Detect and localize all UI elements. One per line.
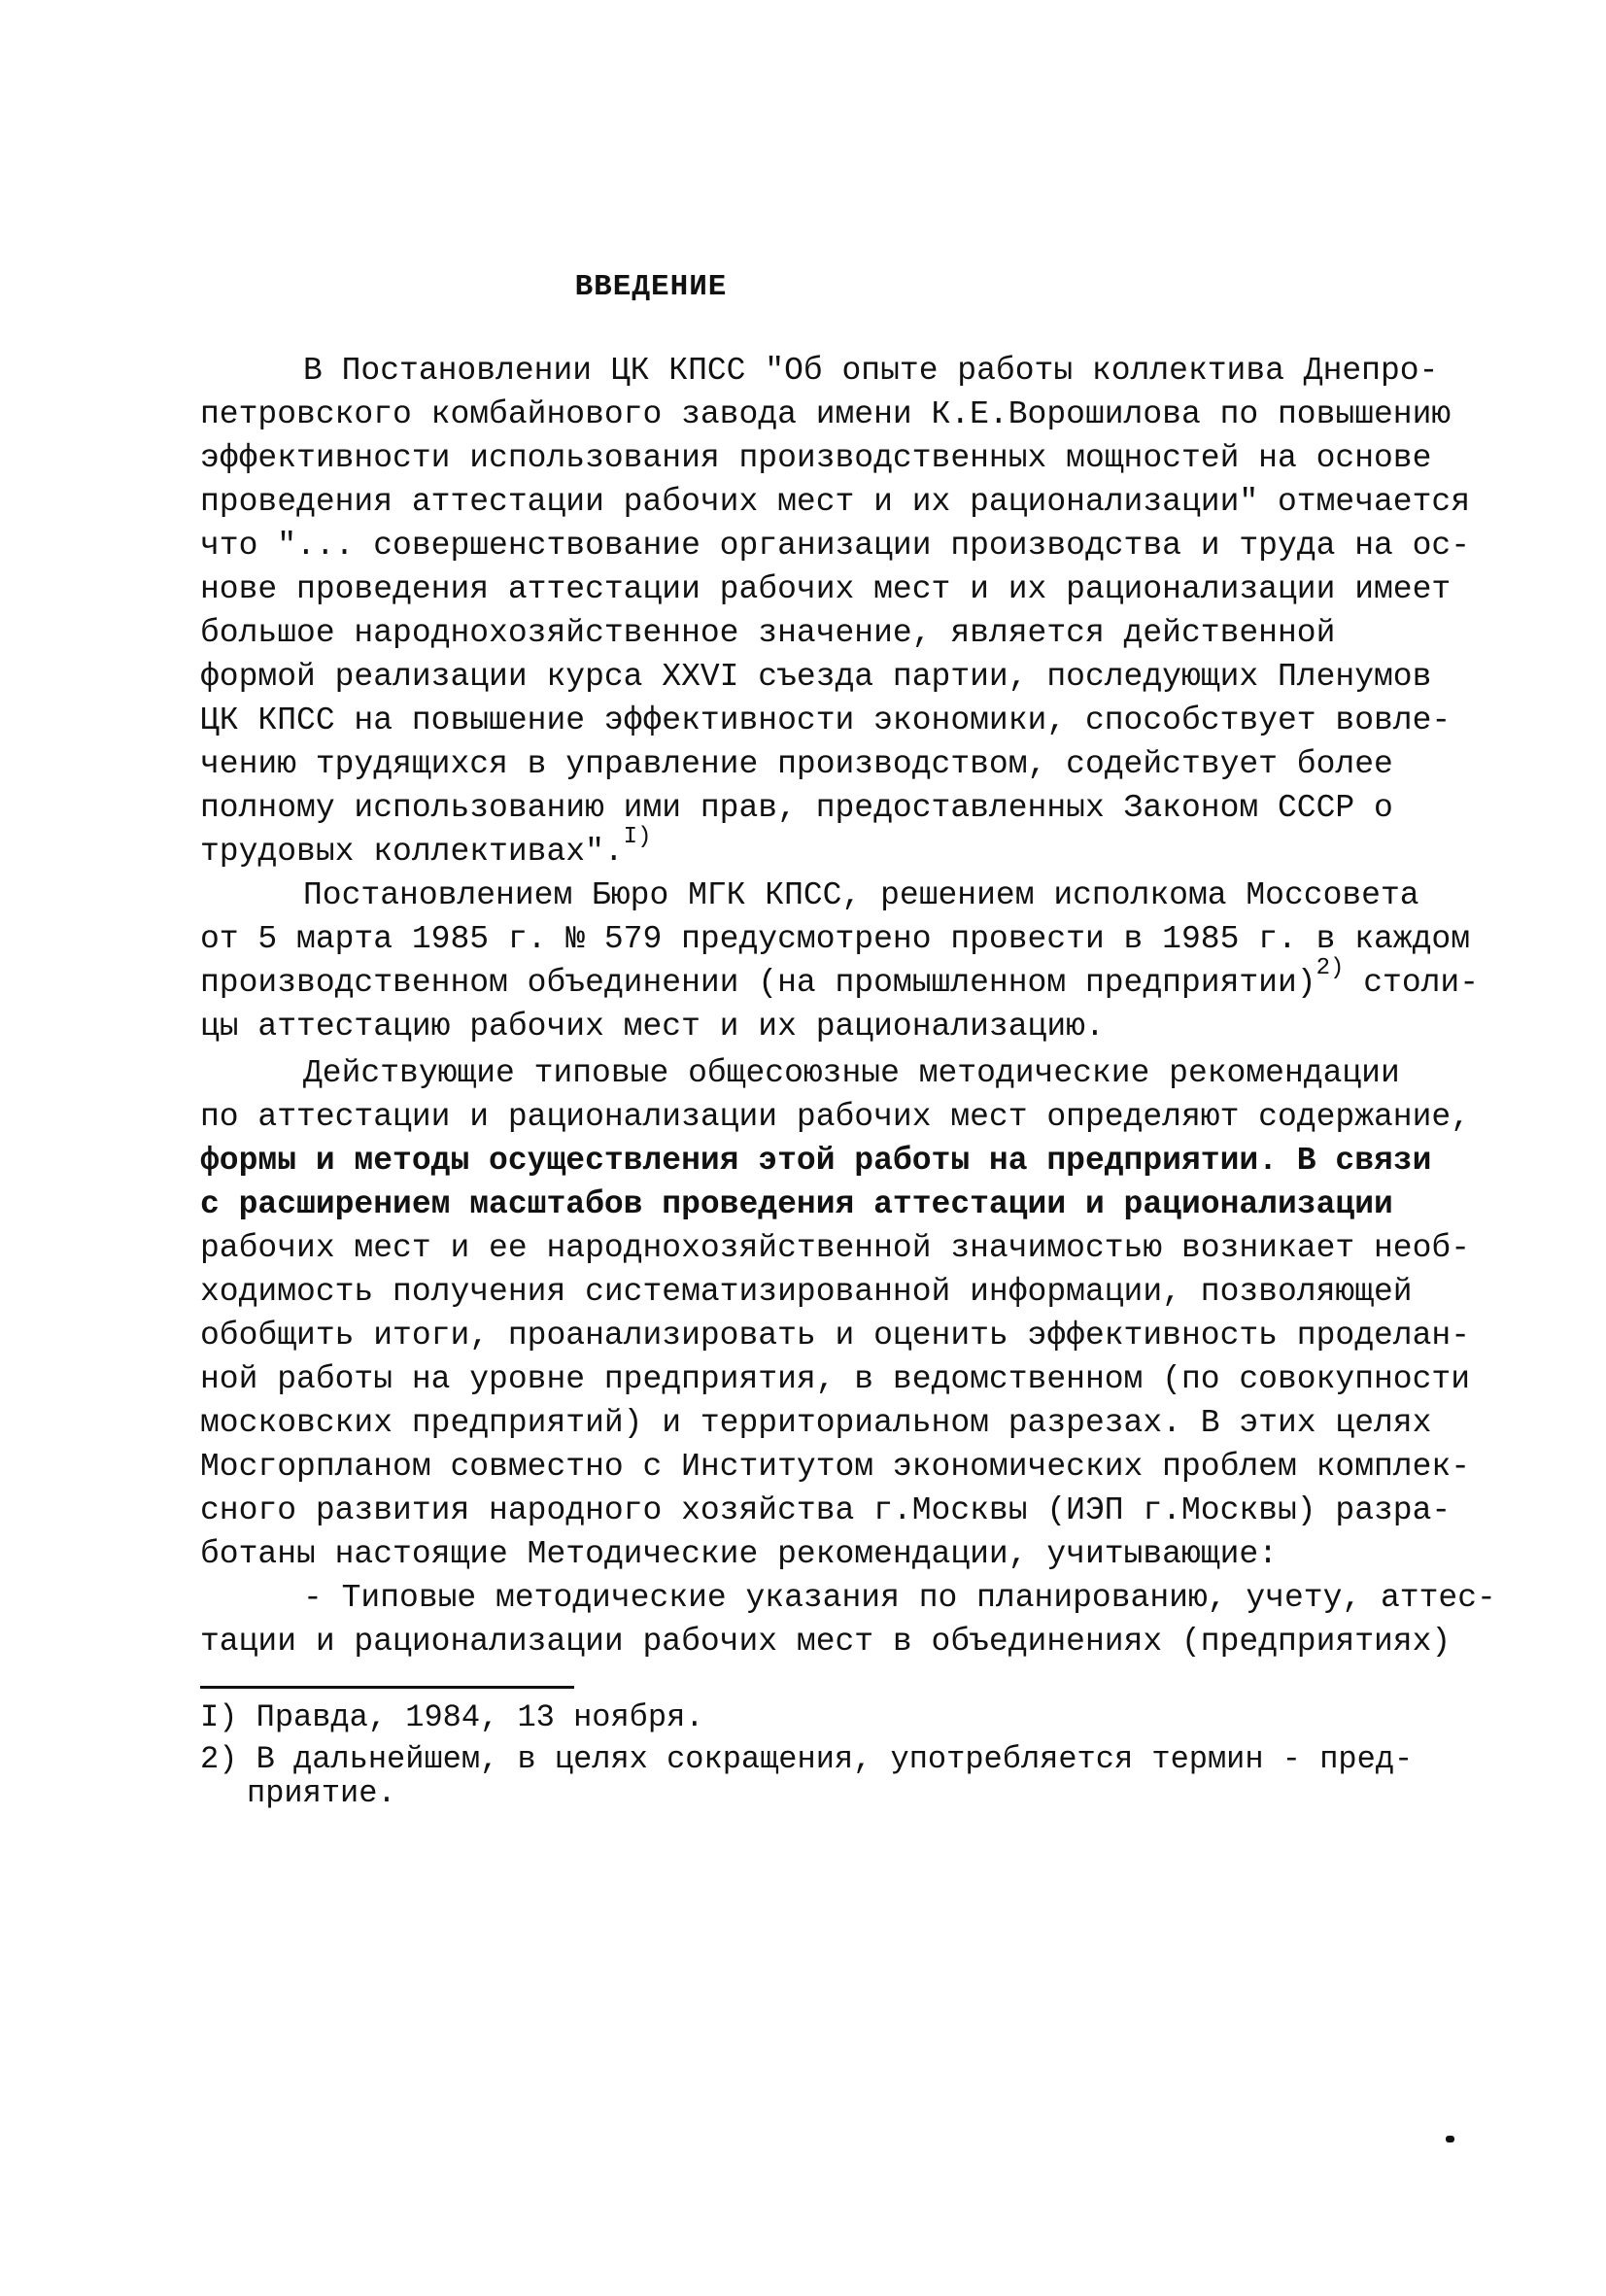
paragraph-3-line-7: обобщить итоги, проанализировать и оценить эффективность проделан- (200, 1318, 1471, 1354)
paragraph-1-line-4: проведения аттестации рабочих мест и их рационализации" отмечается (200, 484, 1471, 520)
footnote-2 (200, 1742, 1413, 1777)
paragraph-1-line-3: эффективности использования производственных мощностей на основе (200, 440, 1432, 476)
footnote-1-marker: I) (200, 1699, 238, 1735)
paragraph-3-line-10: Мосгорпланом совместно с Институтом экономических проблем комплек- (200, 1449, 1471, 1485)
paragraph-3-line-1: Действующие типовые общесоюзные методические рекомендации (303, 1055, 1400, 1091)
paragraph-1-line-2: петровского комбайнового завода имени К.Е.Ворошилова по повышению (200, 396, 1452, 432)
paragraph-1-line-1: В Постановлении ЦК КПСС "Об опыте работы коллектива Днепро- (303, 353, 1439, 389)
footnote-1-text: Правда, 1984, 13 ноября. (256, 1699, 704, 1735)
paragraph-2-line-2: от 5 марта 1985 г. № 579 предусмотрено провести в 1985 г. в каждом (200, 921, 1471, 957)
paragraph-4-line-2: тации и рационализации рабочих мест в объединениях (предприятиях) (200, 1624, 1452, 1660)
paragraph-3-line-6: ходимость получения систематизированной информации, позволяющей (200, 1274, 1413, 1310)
paragraph-1-line-9: ЦК КПСС на повышение эффективности экономики, способствует вовле- (200, 703, 1452, 738)
paragraph-2-line-4: цы аттестацию рабочих мест и их рационализацию. (200, 1009, 1105, 1045)
paragraph-1-line-5: что "... совершенствование организации производства и труда на ос- (200, 528, 1471, 564)
paragraph-3-line-4: с расширением масштабов проведения аттестации и рационализации (200, 1186, 1393, 1222)
paragraph-1-line-12-text: трудовых коллективах". (200, 834, 624, 870)
paragraph-1-line-10: чению трудящихся в управление производством, содействует более (200, 746, 1393, 782)
paragraph-4-line-1: - Типовые методические указания по планированию, учету, аттес- (303, 1580, 1496, 1616)
paragraph-3-line-12: ботаны настоящие Методические рекомендации, учитывающие: (200, 1536, 1278, 1572)
footnote-separator (200, 1686, 574, 1689)
paragraph-3-line-2: по аттестации и рационализации рабочих мест определяют содержание, (200, 1099, 1471, 1135)
scan-speck (1446, 2136, 1454, 2142)
paragraph-1-line-12 (200, 824, 652, 874)
paragraph-1-line-8: формой реализации курса XXVI съезда партии, последующих Пленумов (200, 659, 1432, 695)
paragraph-1-line-6: нове проведения аттестации рабочих мест и их рационализации имеет (200, 571, 1452, 607)
paragraph-2-line-3-text: производственном объединении (на промышленном предприятии) (200, 965, 1316, 1001)
footnote-ref-2: 2) (1316, 955, 1345, 981)
paragraph-2-line-1: Постановлением Бюро МГК КПСС, решением исполкома Моссовета (303, 877, 1419, 913)
paragraph-3-line-8: ной работы на уровне предприятия, в ведомственном (по совокупности (200, 1361, 1471, 1397)
paragraph-3-line-3: формы и методы осуществления этой работы на предприятии. В связи (200, 1143, 1432, 1179)
paragraph-1-line-11: полному использованию ими прав, предоставленных Законом СССР о (200, 790, 1393, 826)
footnote-2-continuation: приятие. (247, 1775, 396, 1811)
paragraph-3-line-9: московских предприятий) и территориальном разрезах. В этих целях (200, 1405, 1432, 1441)
paragraph-2-line-3-tail: столи- (1344, 965, 1480, 1001)
footnote-ref-1: I) (623, 824, 652, 850)
footnote-2-text: В дальнейшем, в целях сокращения, употребляется термин - пред- (256, 1741, 1414, 1777)
paragraph-3-line-5: рабочих мест и ее народнохозяйственной значимостью возникает необ- (200, 1230, 1471, 1266)
paragraph-1-line-7: большое народнохозяйственное значение, является действенной (200, 615, 1336, 651)
section-heading: ВВЕДЕНИЕ (574, 270, 728, 304)
footnote-1 (200, 1700, 703, 1735)
paragraph-3-line-11: сного развития народного хозяйства г.Москвы (ИЭП г.Москвы) разра- (200, 1492, 1452, 1528)
footnote-2-marker: 2) (200, 1741, 238, 1777)
paragraph-2-line-3 (200, 955, 1480, 1005)
